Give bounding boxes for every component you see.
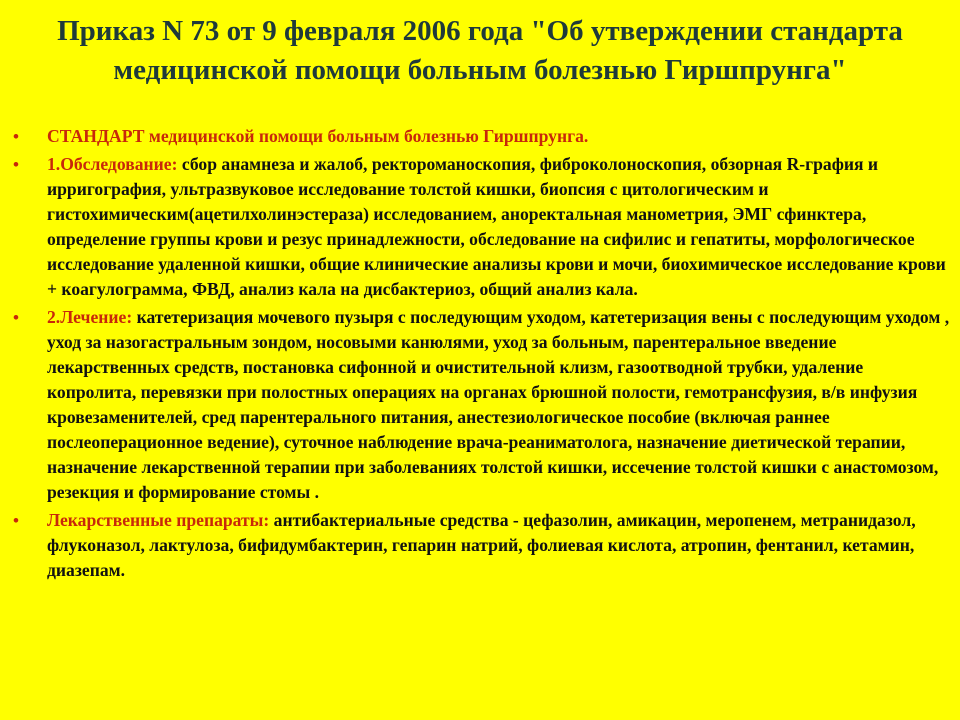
bullet-list bbox=[0, 124, 960, 586]
item-lead: 2.Лечение: bbox=[47, 307, 133, 327]
bullet-icon: • bbox=[13, 308, 19, 327]
bullet-icon: • bbox=[13, 511, 19, 530]
item-lead: СТАНДАРТ медицинской помощи больным болезнью Гиршпрунга. bbox=[47, 126, 589, 146]
list-item bbox=[0, 124, 960, 149]
list-item bbox=[0, 508, 960, 583]
bullet-icon: • bbox=[13, 155, 19, 174]
item-text: катетеризация мочевого пузыря с последующим уходом, катетеризация вены с последующим уходом , уход за назогастральным зондом, носовыми канюлями, уход за больным, парентеральное введение лекарственных средств, постановка сифонной и очистительной клизм, газоотводной трубки, удаление копролита, перевязки при полостных операциях на органах брюшной полости, гемотрансфузия, в/в инфузия кровезаменителей, сред парентерального питания, анестезиологическое пособие (включая раннее послеоперационное ведение), суточное наблюдение врача-реаниматолога, назначение диетической терапии, назначение лекарственной терапии при заболеваниях толстой кишки, иссечение толстой кишки с анастомозом, резекция и формирование стомы . bbox=[47, 307, 950, 502]
list-item bbox=[0, 152, 960, 302]
item-text: сбор анамнеза и жалоб, ректороманоскопия, фиброколоноскопия, обзорная R-графия и ирригография, ультразвуковое исследование толстой кишки, биопсия с цитологическим и гистохимическим(ацетилхолинэстераза) исследованием, аноректальная манометрия, ЭМГ сфинктера, определение группы крови и резус принадлежности, обследование на сифилис и гепатиты, морфологическое исследование удаленной кишки, общие клинические анализы крови и мочи, биохимическое исследование крови + коагулограмма, ФВД, анализ кала на дисбактериоз, общий анализ кала. bbox=[47, 154, 946, 299]
item-lead: 1.Обследование: bbox=[47, 154, 178, 174]
list-item bbox=[0, 305, 960, 505]
bullet-icon: • bbox=[13, 127, 19, 146]
slide-title: Приказ N 73 от 9 февраля 2006 года "Об утверждении стандарта медицинской помощи больным болезнью Гиршпрунга" bbox=[57, 15, 903, 86]
item-lead: Лекарственные препараты: bbox=[47, 510, 270, 530]
item-text: антибактериальные средства - цефазолин, амикацин, меропенем, метранидазол, флуконазол, лактулоза, бифидумбактерин, гепарин натрий, фолиевая кислота, атропин, фентанил, кетамин, диазепам. bbox=[47, 510, 916, 580]
